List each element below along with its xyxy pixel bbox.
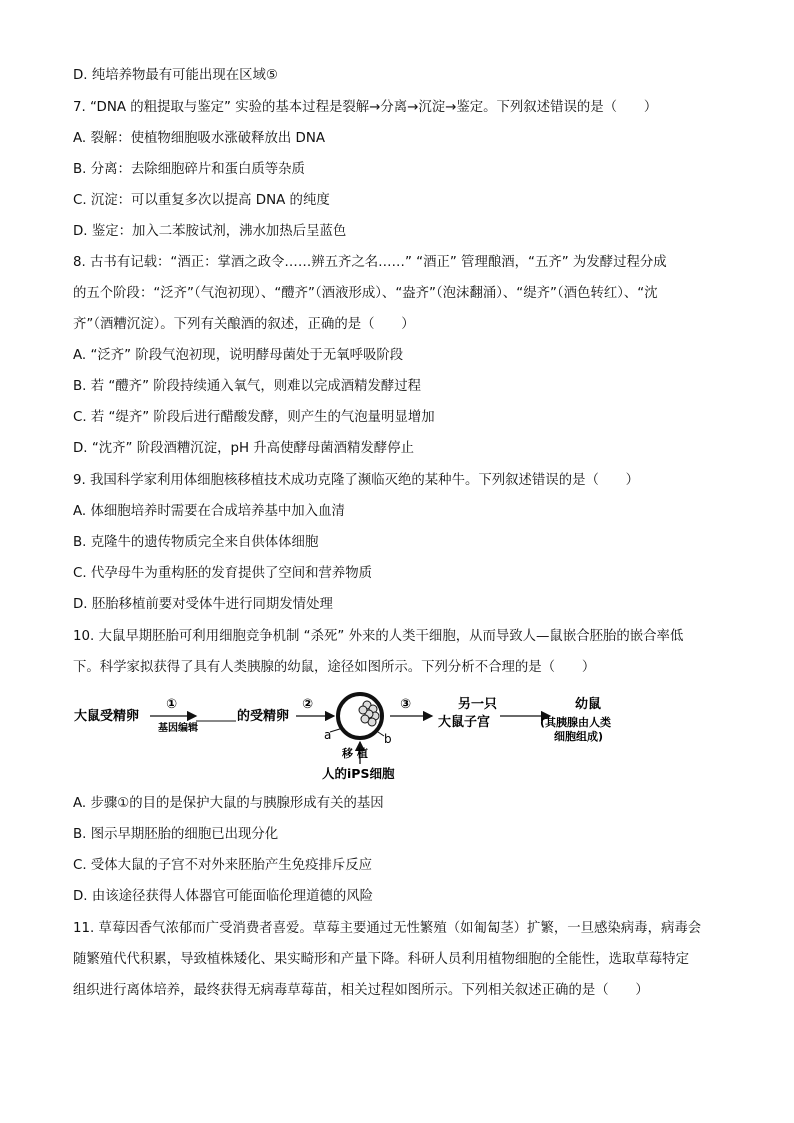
option-d-q10: D. 由该途径获得人体器官可能面临伦理道德的风险: [73, 889, 374, 904]
transplant-label: 移 植: [342, 747, 368, 760]
question-10-stem-line2: 下。科学家拟获得了具有人类胰腺的幼鼠，途径如图所示。下列分析不合理的是（ ）: [73, 660, 596, 675]
option-c-q7: C. 沉淀：可以重复多次以提高 DNA 的纯度: [73, 193, 330, 208]
question-9-stem: 9. 我国科学家利用体细胞核移植技术成功克隆了濒临灭绝的某种牛。下列叙述错误的是（ ）: [73, 473, 640, 488]
option-a-q10: A. 步骤①的目的是保护大鼠的与胰腺形成有关的基因: [73, 796, 384, 811]
option-c-q10: C. 受体大鼠的子宫不对外来胚胎产生免疫排斥反应: [73, 858, 373, 873]
label-b: b: [384, 732, 392, 746]
pup-note-line1: (其胰腺由人类: [540, 716, 612, 729]
option-d-q6: D. 纯培养物最有可能出现在区域⑤: [73, 68, 278, 83]
option-b-q10: B. 图示早期胚胎的细胞已出现分化: [73, 827, 279, 842]
label-a: a: [324, 728, 332, 742]
option-b-q9: B. 克隆牛的遗传物质完全来自供体体细胞: [73, 535, 319, 550]
option-a-q7: A. 裂解：使植物细胞吸水涨破释放出 DNA: [73, 131, 326, 146]
rat-zygote-label: 大鼠受精卵: [74, 709, 140, 724]
option-a-q9: A. 体细胞培养时需要在合成培养基中加入血清: [73, 504, 345, 519]
question-8-stem-line2: 的五个阶段：“泛齐”（气泡初现）、“醴齐”（酒液形成）、“盎齐”（泡沫翻涌）、“缇齐”（酒色转红）、“沈: [73, 286, 658, 301]
rat-uterus-label: 大鼠子宫: [438, 715, 491, 730]
step1-label: ①: [166, 697, 178, 712]
step2-label: ②: [302, 697, 314, 712]
zygote-label: 的受精卵: [237, 709, 290, 724]
question-8-stem-line1: 8. 古书有记载：“酒正：掌酒之政令……辨五齐之名……” “酒正” 管理酿酒，“五齐” 为发酵过程分成: [73, 255, 667, 270]
question-10-stem-line1: 10. 大鼠早期胚胎可利用细胞竞争机制 “杀死” 外来的人类干细胞，从而导致人—鼠嵌合胚胎的嵌合率低: [73, 629, 684, 644]
option-c-q8: C. 若 “缇齐” 阶段后进行醋酸发酵，则产生的气泡量明显增加: [73, 410, 435, 425]
question-8-stem-line3: 齐”（酒糟沉淀）。下列有关酿酒的叙述，正确的是（ ）: [73, 317, 415, 332]
option-d-q9: D. 胚胎移植前要对受体牛进行同期发情处理: [73, 597, 333, 612]
option-d-q7: D. 鉴定：加入二苯胺试剂，沸水加热后呈蓝色: [73, 224, 347, 239]
ips-cell-label: 人的iPS细胞: [322, 766, 395, 781]
question-11-stem-line2: 随繁殖代代积累，导致植株矮化、果实畸形和产量下降。科研人员利用植物细胞的全能性，选取草莓特定: [73, 952, 689, 967]
option-b-q8: B. 若 “醴齐” 阶段持续通入氧气，则难以完成酒精发酵过程: [73, 379, 422, 394]
another-rat-label: 另一只: [458, 697, 498, 712]
gene-edit-label: 基因编辑: [158, 723, 198, 734]
step3-label: ③: [400, 697, 412, 712]
option-c-q9: C. 代孕母牛为重构胚的发育提供了空间和营养物质: [73, 566, 373, 581]
embryo-flow-diagram: [72, 688, 662, 784]
question-11-stem-line1: 11. 草莓因香气浓郁而广受消费者喜爱。草莓主要通过无性繁殖（如匍匐茎）扩繁，一旦感染病毒，病毒会: [73, 921, 702, 936]
option-a-q8: A. “泛齐” 阶段气泡初现，说明酵母菌处于无氧呼吸阶段: [73, 348, 404, 363]
pup-label: 幼鼠: [575, 697, 602, 712]
pup-note-line2: 细胞组成): [554, 730, 604, 743]
blastocyst-icon: [338, 694, 382, 738]
option-d-q8: D. “沈齐” 阶段酒糟沉淀，pH 升高使酵母菌酒精发酵停止: [73, 441, 414, 456]
question-7-stem: 7. “DNA 的粗提取与鉴定” 实验的基本过程是裂解→分离→沉淀→鉴定。下列叙述错误的是（ ）: [73, 100, 658, 115]
option-b-q7: B. 分离：去除细胞碎片和蛋白质等杂质: [73, 162, 305, 177]
question-11-stem-line3: 组织进行离体培养，最终获得无病毒草莓苗，相关过程如图所示。下列相关叙述正确的是（ ）: [73, 983, 649, 998]
